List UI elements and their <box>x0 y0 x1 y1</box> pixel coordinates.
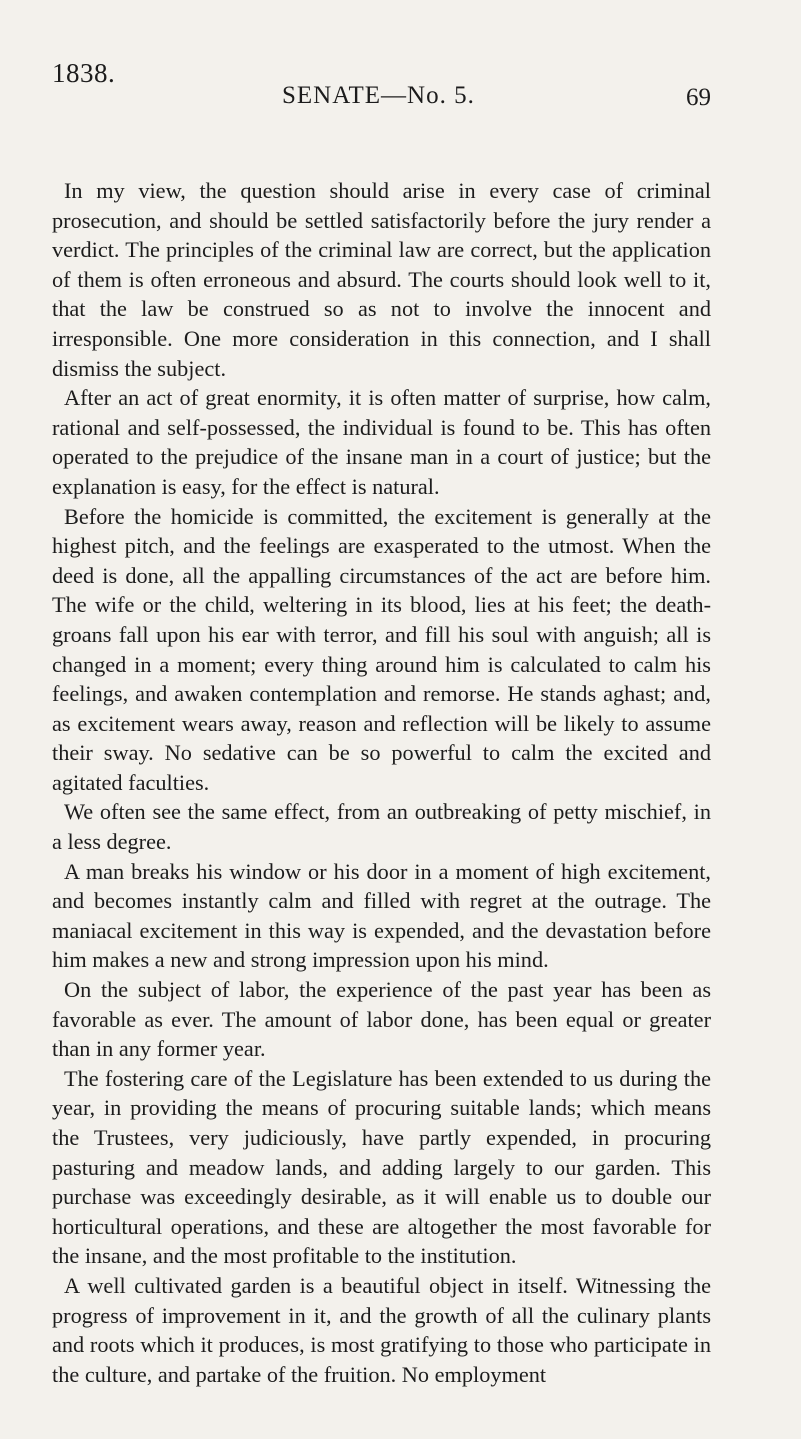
page-header <box>52 58 711 111</box>
paragraph: On the subject of labor, the experience of the past year has been as favorable as ever. The amount of labor done, has been equal or greater than in any former year. <box>52 977 711 1062</box>
body-text <box>52 176 711 1389</box>
paragraph: The fostering care of the Legislature has been extended to us during the year, in providing the means of procuring suitable lands; which means the Trustees, very judiciously, have partly expended, in procuring pasturing and meadow lands, and adding largely to our garden. This purchase was exceedingly desirable, as it will enable us to double our horticultural operations, and these are altogether the most favorable for the insane, and the most profitable to the institution. <box>52 1065 711 1269</box>
paragraph: Before the homicide is committed, the excitement is generally at the highest pitch, and the feelings are exasperated to the utmost. When the deed is done, all the appalling circumstances of the act are before him. The wife or the child, weltering in its blood, lies at his feet; the death-groans fall upon his ear with terror, and fill his soul with anguish; all is changed in a moment; every thing around him is calculated to calm his feelings, and awaken contemplation and remorse. He stands aghast; and, as excitement wears away, reason and reflection will be likely to assume their sway. No sedative can be so powerful to calm the excited and agitated faculties. <box>52 503 711 795</box>
header-year: 1838. <box>52 58 116 88</box>
paragraph: In my view, the question should arise in every case of criminal prosecution, and should be settled satisfactorily before the jury render a verdict. The principles of the criminal law are correct, but the application of them is often erroneous and absurd. The courts should look well to it, that the law be construed so as not to involve the innocent and irresponsible. One more consideration in this connection, and I shall dismiss the subject. <box>52 178 711 381</box>
header-page-number: 69 <box>686 84 711 111</box>
paragraph: A man breaks his window or his door in a moment of high excitement, and becomes instantly calm and filled with regret at the outrage. The maniacal excitement in this way is expended, and the devastation before him makes a new and strong impression upon his mind. <box>52 858 711 973</box>
header-title: SENATE—No. 5. <box>282 82 475 109</box>
paragraph: A well cultivated garden is a beautiful object in itself. Witnessing the progress of improvement in it, and the growth of all the culinary plants and roots which it produces, is most gratifying to those who participate in the culture, and partake of the fruition. No employment <box>52 1272 711 1387</box>
paragraph: We often see the same effect, from an outbreaking of petty mischief, in a less degree. <box>52 799 711 855</box>
paragraph: After an act of great enormity, it is often matter of surprise, how calm, rational and self-possessed, the individual is found to be. This has often operated to the prejudice of the insane man in a court of justice; but the explanation is easy, for the effect is natural. <box>52 385 711 499</box>
